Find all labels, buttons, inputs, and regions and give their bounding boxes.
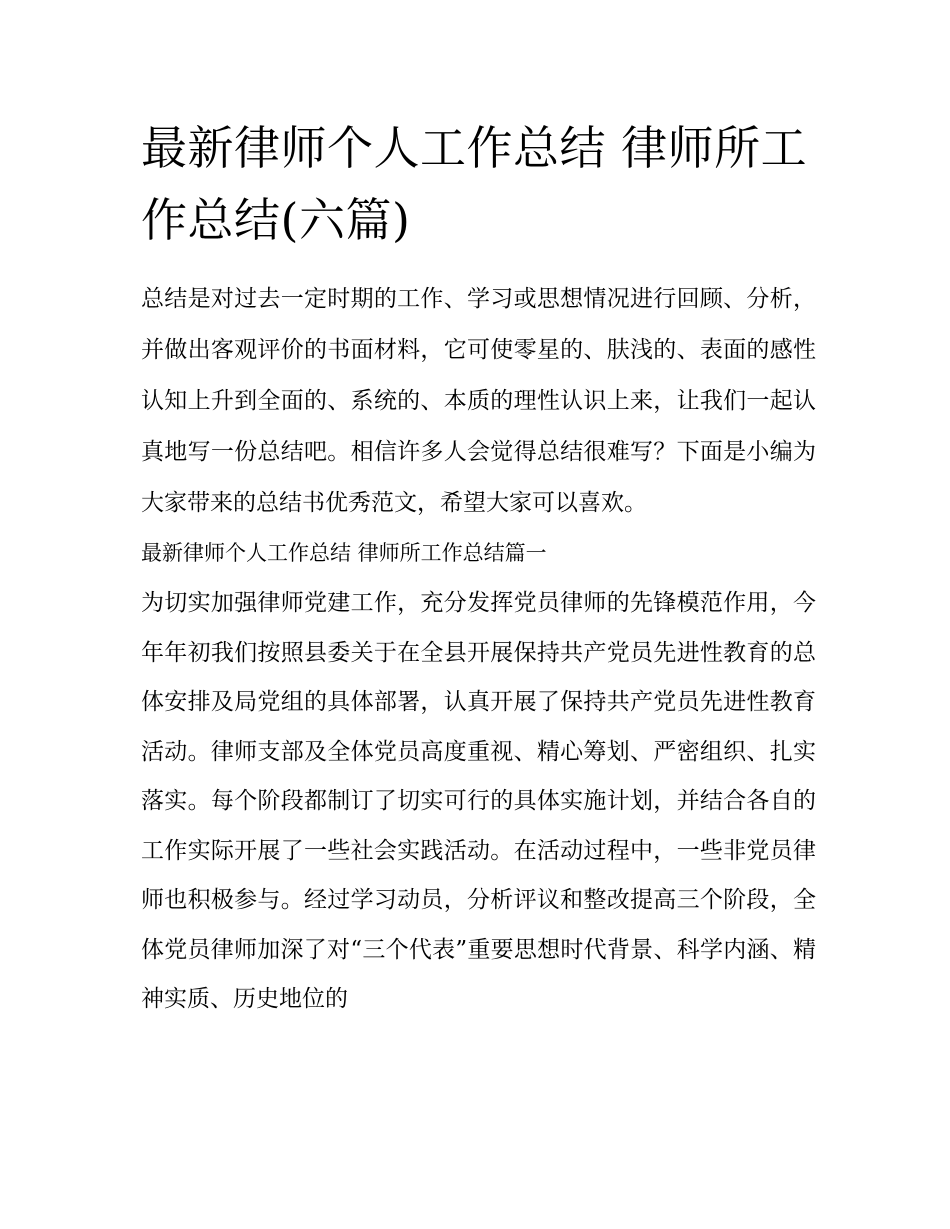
document-title: 最新律师个人工作总结 律师所工作总结(六篇) [141,121,808,247]
section-heading: 最新律师个人工作总结 律师所工作总结篇一 [141,541,547,565]
document-content [141,112,816,1025]
intro-paragraph: 总结是对过去一定时期的工作、学习或思想情况进行回顾、分析，并做出客观评价的书面材料，它可使零星的、肤浅的、表面的感性认知上升到全面的、系统的、本质的理性认识上来，让我们一起认真地写一份总结吧。相信许多人会觉得总结很难写？下面是小编为大家带来的总结书优秀范文，希望大家可以喜欢。 [141,286,816,516]
section-body-paragraph: 为切实加强律师党建工作，充分发挥党员律师的先锋模范作用，今年年初我们按照县委关于在全县开展保持共产党员先进性教育的总体安排及局党组的具体部署，认真开展了保持共产党员先进性教育活动。律师支部及全体党员高度重视、精心筹划、严密组织、扎实落实。每个阶段都制订了切实可行的具体实施计划，并结合各自的工作实际开展了一些社会实践活动。在活动过程中，一些非党员律师也积极参与。经过学习动员，分析评议和整改提高三个阶段，全体党员律师加深了对“三个代表”重要思想时代背景、科学内涵、精神实质、历史地位的 [141,590,816,1012]
